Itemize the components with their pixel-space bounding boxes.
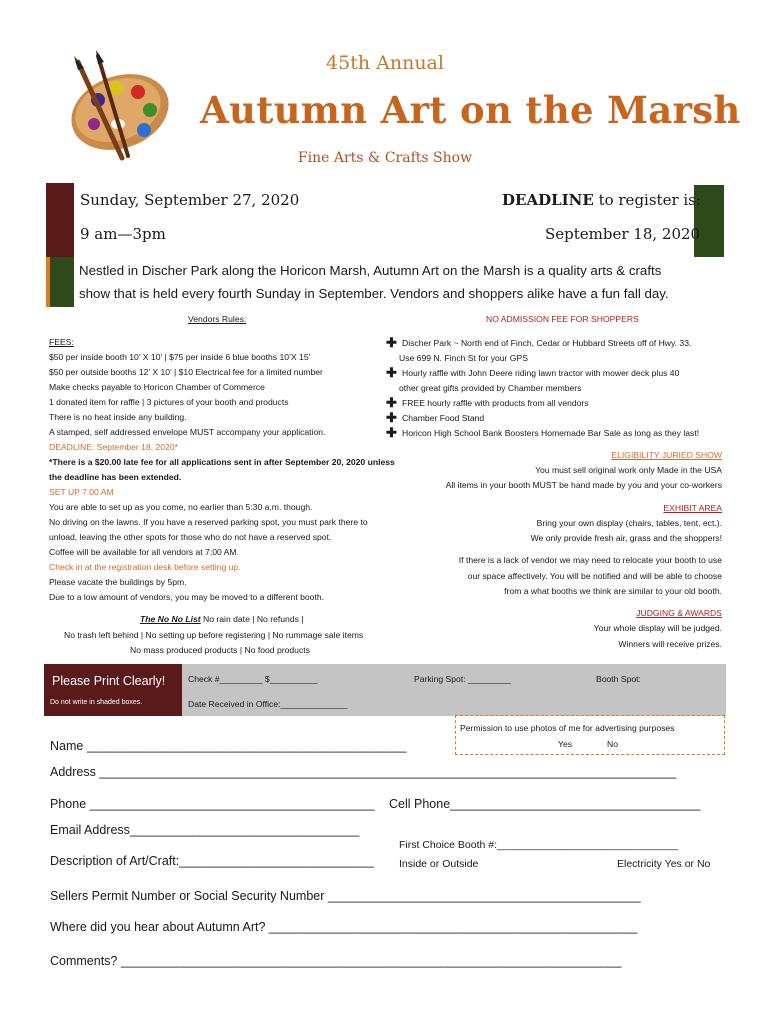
cell-phone-field[interactable]: Cell Phone____________________________________ [389,797,701,811]
no-no-list-line-1 [140,612,304,626]
judging-line-2: Winners will receive prizes. [618,639,722,649]
maroon-side-bar [46,183,74,257]
description-field[interactable]: Description of Art/Craft:____________________________ [50,854,374,868]
judging-line-1: Your whole display will be judged. [593,623,722,633]
annual-label: 45th Annual [326,52,444,74]
late-fee-1: *There is a $20.00 late fee for all applications sent in after September 20, 2020 unless [49,457,395,467]
no-no-list-line-3: No mass produced products | No food products [130,645,310,655]
first-choice-booth-field[interactable]: First Choice Booth #:_______________________________ [399,839,679,851]
raffle-line-2: other great gifts provided by Chamber members [399,383,582,393]
parking-spot-field[interactable]: Parking Spot: _________ [414,674,511,684]
setup-line-3: unload, leaving the other spots for those who do not have a reserved spot. [49,532,332,542]
bar-sale: Horicon High School Bank Boosters Homemade Bar Sale as long as they last! [402,428,700,438]
deadline-heading [502,191,701,209]
relocate-line-3: from a what booths we think are similar to your old booth. [504,586,722,596]
cross-bullet-icon: ✚ [386,410,397,425]
eligibility-heading: ELIGIBILITY JURIED SHOW [611,450,722,460]
relocate-line-2: our space affectively. You will be notified and will be able to choose [467,571,722,581]
exhibit-line-2: We only provide fresh air, grass and the shoppers! [530,533,722,543]
relocate-line-1: If there is a lack of vendor we may need to relocate your booth to use [458,555,722,565]
phone-field[interactable]: Phone _________________________________________ [50,797,375,811]
print-clearly-box [44,664,182,716]
vacate-note: Please vacate the buildings by 5pm. [49,577,187,587]
do-not-write-label: Do not write in shaded boxes. [50,699,143,706]
intro-line-1: Nestled in Discher Park along the Horicon Marsh, Autumn Art on the Marsh is a quality arts & crafts [79,263,662,278]
setup-line-2: No driving on the lawns. If you have a reserved parking spot, you must park there to [49,517,368,527]
deadline-date: September 18, 2020 [545,225,701,243]
deadline-rule: DEADLINE: September 18, 2020* [49,442,178,452]
event-time: 9 am—3pm [80,225,166,243]
orange-accent-bar [46,257,50,307]
cross-bullet-icon: ✚ [386,335,397,350]
admission-heading: NO ADMISSION FEE FOR SHOPPERS [486,314,639,324]
setup-line-1: You are able to set up as you come, no earlier than 5:30 a.m. though. [49,502,313,512]
photo-permission-yes[interactable]: Yes [558,739,573,749]
photo-permission-no[interactable]: No [607,739,618,749]
raffle-line-1: Hourly raffle with John Deere riding lawn tractor with mower deck plus 40 [402,368,680,378]
sellers-permit-field[interactable]: Sellers Permit Number or Social Security Number _____________________________________________ [50,889,641,903]
page-title: Autumn Art on the Marsh [200,88,741,132]
free-raffle: FREE hourly raffle with products from all vendors [402,398,589,408]
exhibit-line-1: Bring your own display (chairs, tables, tent, ect.). [536,518,722,528]
location-line-2: Use 699 N. Finch St for your GPS [399,353,528,363]
eligibility-line-1: You must sell original work only Made in the USA [535,465,722,475]
event-date: Sunday, September 27, 2020 [80,191,300,209]
where-heard-field[interactable]: Where did you hear about Autumn Art? _____________________________________________________ [50,920,638,934]
vendors-rules-heading: Vendors Rules: [188,314,247,324]
inside-outside-option[interactable]: Inside or Outside [399,858,479,870]
deadline-rest: to register is: [593,191,701,209]
booth-spot-field[interactable]: Booth Spot: [596,674,641,684]
cross-bullet-icon: ✚ [386,425,397,440]
heat-rule: There is no heat inside any building. [49,412,187,422]
setup-heading: SET UP 7:00 AM [49,487,114,497]
intro-line-2: show that is held every fourth Sunday in September. Vendors and shoppers alike have a fun fall day. [79,286,669,301]
checkin-note: Check in at the registration desk before setting up. [49,562,241,572]
food-stand: Chamber Food Stand [402,413,485,423]
cross-bullet-icon: ✚ [386,395,397,410]
electricity-option[interactable]: Electricity Yes or No [617,858,711,870]
page-subtitle: Fine Arts & Crafts Show [297,150,473,166]
judging-heading: JUDGING & AWARDS [636,608,722,618]
comments-field[interactable]: Comments? ________________________________________________________________________ [50,954,622,968]
exhibit-heading: EXHIBIT AREA [663,503,722,513]
green-side-bar-left [46,257,74,307]
cross-bullet-icon: ✚ [386,365,397,380]
deadline-bold: DEADLINE [502,191,594,209]
envelope-rule: A stamped, self addressed envelope MUST accompany your application. [49,427,326,437]
date-received-field[interactable]: Date Received in Office:______________ [188,699,348,709]
eligibility-line-2: All items in your booth MUST be hand made by you and your co-workers [445,480,722,490]
name-field[interactable]: Name ______________________________________________ [50,739,407,753]
fees-heading: FEES: [49,337,74,347]
fee-outside: $50 per outside booths 12’ X 10’ | $10 Electrical fee for a limited number [49,367,323,377]
no-no-list-line-2: No trash left behind | No setting up before registering | No rummage sale items [64,630,364,640]
email-field[interactable]: Email Address_________________________________ [50,823,360,837]
no-no-list-text-1: No rain date | No refunds | [200,614,304,624]
location-line-1: Discher Park ~ North end of Finch, Cedar or Hubbard Streets off of Hwy. 33. [402,338,692,348]
check-number-field[interactable]: Check #_________ $__________ [188,674,318,684]
late-fee-2: the deadline has been extended. [49,472,182,482]
low-amount-note: Due to a low amount of vendors, you may be moved to a different booth. [49,592,325,602]
raffle-rule: 1 donated item for raffle | 3 pictures of your booth and products [49,397,289,407]
print-clearly-label: Please Print Clearly! [52,674,166,688]
no-no-list-title: The No No List [140,614,201,624]
fee-inside: $50 per inside booth 10’ X 10’ | $75 per inside 6 blue booths 10’X 15’ [49,352,311,362]
address-field[interactable]: Address ___________________________________________________________________________________ [50,765,677,779]
coffee-note: Coffee will be available for all vendors at 7:00 AM. [49,547,239,557]
checks-payable: Make checks payable to Horicon Chamber of Commerce [49,382,265,392]
photo-permission-label: Permission to use photos of me for advertising purposes [460,723,675,733]
